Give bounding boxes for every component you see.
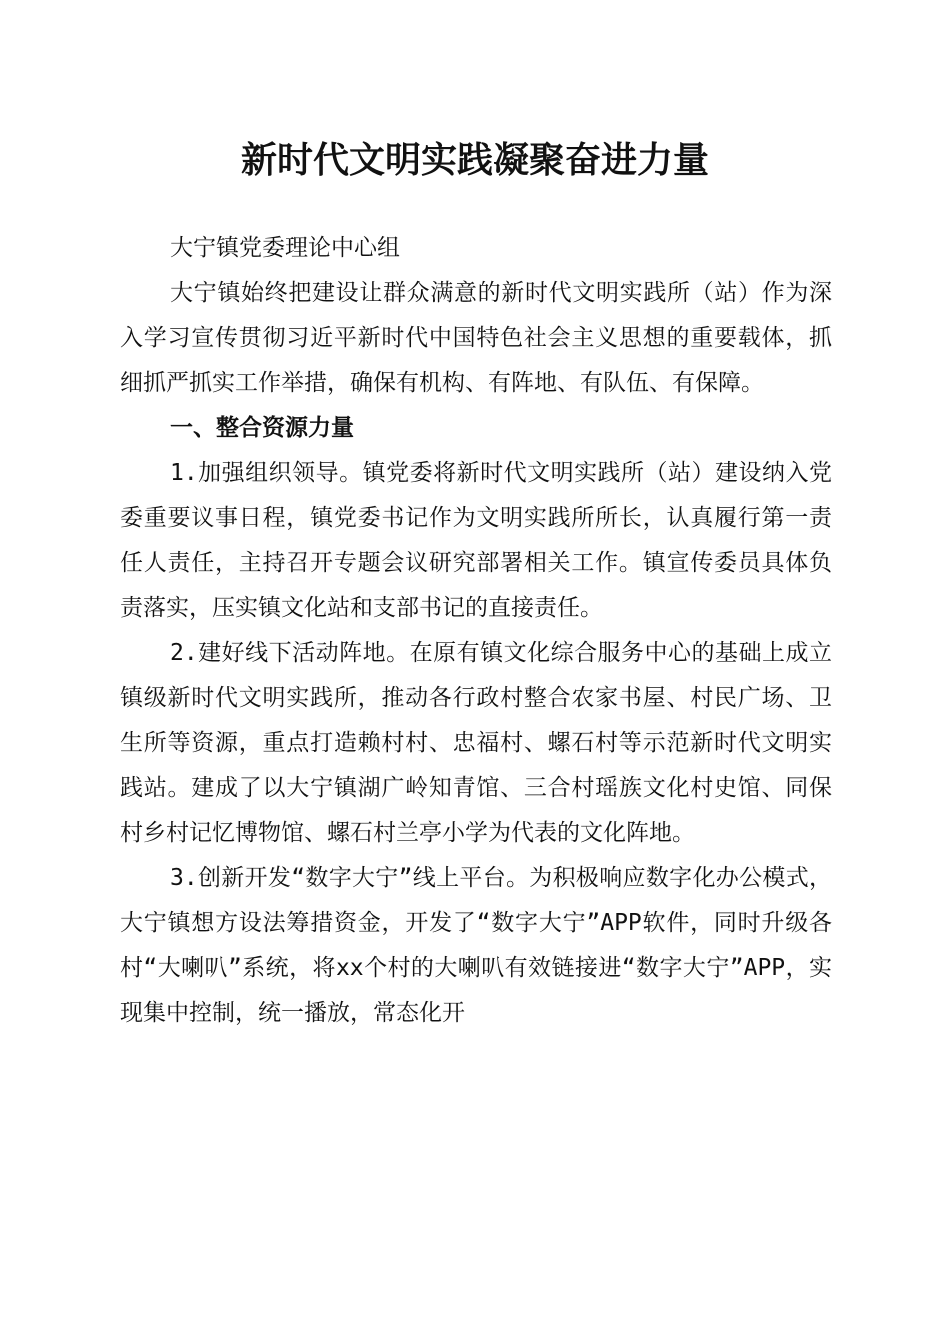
- paragraph-item-3: 3.创新开发“数字大宁”线上平台。为积极响应数字化办公模式，大宁镇想方设法筹措资金，开发了“数字大宁”APP软件，同时升级各村“大喇叭”系统，将xx个村的大喇叭有效链接进“数字大宁”APP，实现集中控制，统一播放，常态化开: [120, 865, 832, 1026]
- intro-paragraph: 大宁镇始终把建设让群众满意的新时代文明实践所（站）作为深入学习宣传贯彻习近平新时代中国特色社会主义思想的重要载体，抓细抓严抓实工作举措，确保有机构、有阵地、有队伍、有保障。: [120, 280, 832, 396]
- section-heading: 一、整合资源力量: [170, 415, 354, 441]
- paragraph-item-1: 1.加强组织领导。镇党委将新时代文明实践所（站）建设纳入党委重要议事日程，镇党委书记作为文明实践所所长，认真履行第一责任人责任，主持召开专题会议研究部署相关工作。镇宣传委员具体负责落实，压实镇文化站和支部书记的直接责任。: [120, 460, 832, 621]
- document-title: 新时代文明实践凝聚奋进力量: [240, 139, 709, 181]
- document-body: [120, 226, 832, 1036]
- paragraph-item-2: 2.建好线下活动阵地。在原有镇文化综合服务中心的基础上成立镇级新时代文明实践所，推动各行政村整合农家书屋、村民广场、卫生所等资源，重点打造赖村村、忠福村、螺石村等示范新时代文明实践站。建成了以大宁镇湖广岭知青馆、三合村瑶族文化村史馆、同保村乡村记忆博物馆、螺石村兰亭小学为代表的文化阵地。: [120, 640, 832, 846]
- author-line: 大宁镇党委理论中心组: [170, 235, 400, 261]
